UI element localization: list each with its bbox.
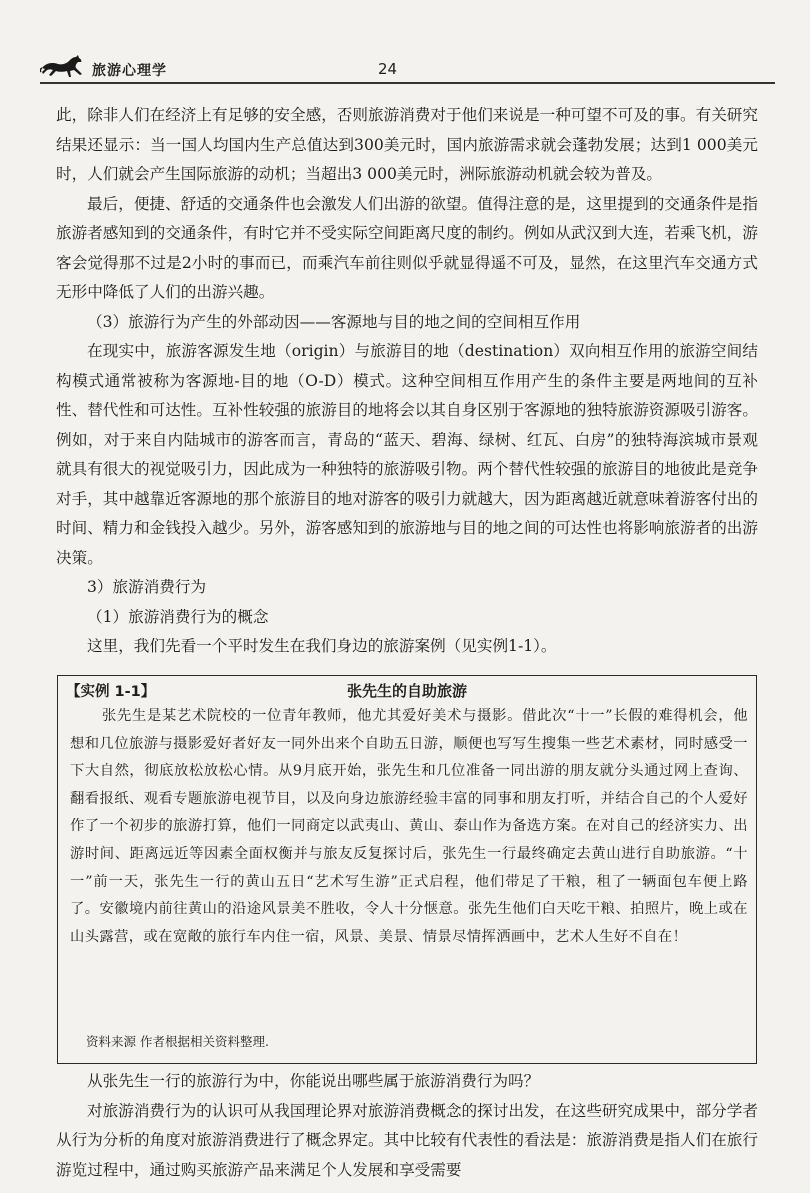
galloping-horse-logo-icon [40, 54, 86, 80]
paragraph-definition: 对旅游消费行为的认识可从我国理论界对旅游消费概念的探讨出发，在这些研究成果中，部分学者从行为分析的角度对旅游消费进行了概念界定。其中比较有代表性的看法是：旅游消费是指人们在旅行游览过程中，通过购买旅游产品来满足个人发展和享受需要 [56, 1101, 758, 1179]
page-header [40, 46, 775, 86]
paragraph-transport: 最后，便捷、舒适的交通条件也会激发人们出游的欲望。值得注意的是，这里提到的交通条件是指旅游者感知到的交通条件，有时它并不受实际空间距离尺度的制约。例如从武汉到大连，若乘飞机，游客会觉得那不过是2小时的事而已，而乘汽车前往则似乎就显得遥不可及，显然，在这里汽车交通方式无形中降低了人们的出游兴趣。 [56, 194, 758, 301]
main-text-bottom [56, 1067, 758, 1185]
paragraph-case-intro: 这里，我们先看一个平时发生在我们身边的旅游案例（见实例1-1）。 [87, 637, 557, 655]
paragraph-continued: 此，除非人们在经济上有足够的安全感，否则旅游消费对于他们来说是一种可望不可及的事。有关研究结果还显示：当一国人均国内生产总值达到300美元时，国内旅游需求就会蓬勃发展；达到1 000美元时，人们就会产生国际旅游的动机；当超出3 000美元时，洲际旅游动机就会较为普及。 [56, 106, 758, 183]
book-title: 旅游心理学 [92, 63, 167, 79]
heading-concept: （1）旅游消费行为的概念 [87, 607, 269, 626]
page-number: 24 [378, 60, 398, 78]
main-text-top [56, 101, 758, 662]
case-study-box [57, 675, 757, 1064]
case-body: 张先生是某艺术院校的一位青年教师，他尤其爱好美术与摄影。借此次“十一”长假的难得机会，他想和几位旅游与摄影爱好者好友一同外出来个自助五日游，顺便也写写生搜集一些艺术素材，同时感受一下大自然，彻底放松放松心情。从9月底开始，张先生和几位准备一同出游的朋友就分头通过网上查询、翻看报纸、观看专题旅游电视节目，以及向身边旅游经验丰富的同事和朋友打听，并结合自己的个人爱好作了一个初步的旅游打算，他们一同商定以武夷山、黄山、泰山作为备选方案。在对自己的经济实力、出游时间、距离远近等因素全面权衡并与旅友反复探讨后，张先生一行最终确定去黄山进行自助旅游。“十一”前一天，张先生一行的黄山五日“艺术写生游”正式启程，他们带足了干粮，租了一辆面包车便上路了。安徽境内前往黄山的沿途风景美不胜收，令人十分惬意。张先生他们白天吃干粮、拍照片，晚上或在山头露营，或在宽敞的旅行车内住一宿，风景、美景、情景尽情挥洒画中，艺术人生好不自在！ [70, 708, 748, 945]
case-source: 资料来源 作者根据相关资料整理. [86, 1034, 269, 1049]
heading-external-motive: （3）旅游行为产生的外部动因——客源地与目的地之间的空间相互作用 [87, 312, 581, 331]
paragraph-od-model: 在现实中，旅游客源发生地（origin）与旅游目的地（destination）双向相互作用的旅游空间结构模式通常被称为客源地-目的地（O-D）模式。这种空间相互作用产生的条件主要是两地间的互补性、替代性和可达性。互补性较强的旅游目的地将会以其自身区别于客源地的独特旅游资源吸引游客。例如，对于来自内陆城市的游客而言，青岛的“蓝天、碧海、绿树、红瓦、白房”的独特海滨城市景观就具有很大的视觉吸引力，因此成为一种独特的旅游吸引物。两个替代性较强的旅游目的地彼此是竞争对手，其中越靠近客源地的那个旅游目的地对游客的吸引力就越大，因为距离越近就意味着游客付出的时间、精力和金钱投入越少。另外，游客感知到的旅游地与目的地之间的可达性也将影响旅游者的出游决策。 [56, 342, 758, 567]
heading-consumption-behavior: 3）旅游消费行为 [87, 578, 207, 596]
case-label: 【实例 1-1】 [66, 684, 156, 700]
paragraph-question: 从张先生一行的旅游行为中，你能说出哪些属于旅游消费行为吗？ [87, 1072, 540, 1090]
case-title: 张先生的自助旅游 [346, 682, 467, 700]
header-divider [40, 82, 775, 84]
